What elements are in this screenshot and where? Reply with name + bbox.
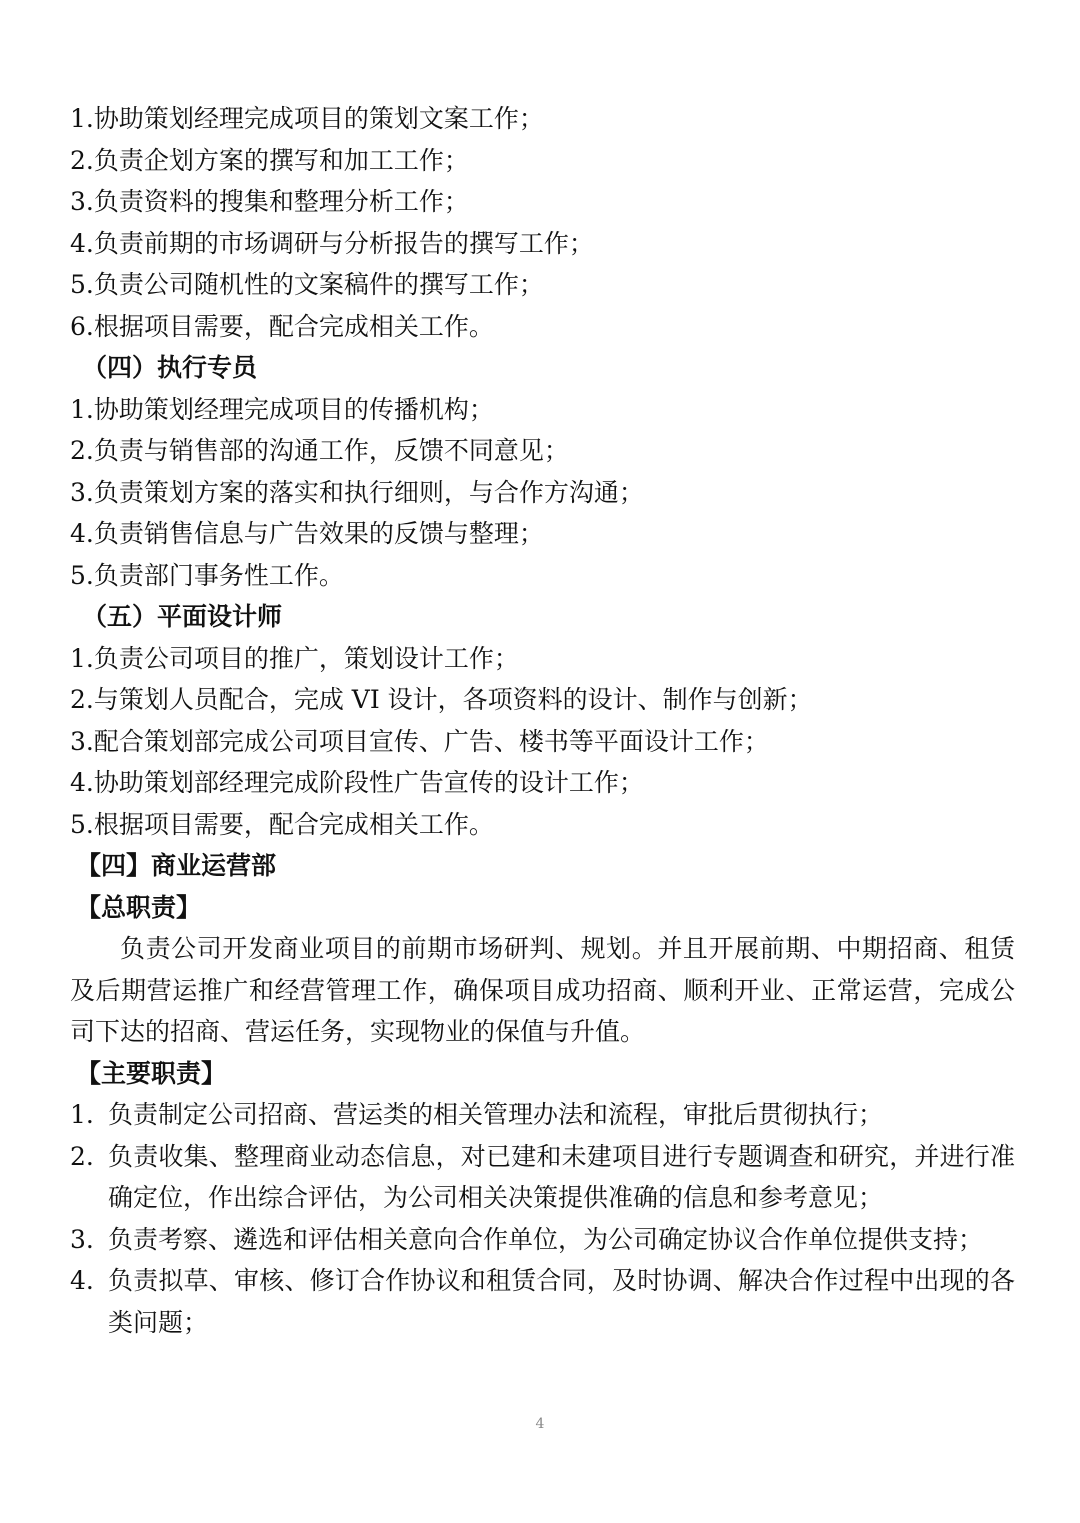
item-number: 1.: [70, 1100, 94, 1129]
list-item: 3.配合策划部完成公司项目宣传、广告、楼书等平面设计工作；: [70, 726, 769, 756]
item-text: 负责制定公司招商、营运类的相关管理办法和流程，审批后贯彻执行；: [108, 1100, 884, 1129]
list-item: 5.根据项目需要，配合完成相关工作。: [70, 809, 494, 839]
list-item: 4.负责前期的市场调研与分析报告的撰写工作；: [70, 228, 594, 258]
list-item: 4.负责销售信息与广告效果的反馈与整理；: [70, 519, 544, 548]
list-item: 5.负责公司随机性的文案稿件的撰写工作；: [70, 270, 544, 299]
item-text: 负责收集、整理商业动态信息，对已建和未建项目进行专题调查和研究，并进行准确定位，作出综合评估，为公司相关决策提供准确的信息和参考意见；: [108, 1141, 1015, 1212]
list-item: 5.负责部门事务性工作。: [70, 560, 344, 590]
numbered-list-item: [70, 1219, 1015, 1261]
list-item: 6.根据项目需要，配合完成相关工作。: [70, 311, 494, 341]
list-item: 3.负责资料的搜集和整理分析工作；: [70, 187, 469, 216]
section-heading-executive: （四）执行专员: [82, 353, 258, 382]
list-item: 1.协助策划经理完成项目的策划文案工作；: [70, 104, 544, 133]
list-item: 4.协助策划部经理完成阶段性广告宣传的设计工作；: [70, 768, 644, 797]
department-heading: 【四】商业运营部: [76, 851, 277, 880]
list-item: 1.协助策划经理完成项目的传播机构；: [70, 394, 494, 424]
section-heading-graphic-designer: （五）平面设计师: [82, 602, 283, 631]
list-item: 2.负责企划方案的撰写和加工工作；: [70, 145, 469, 175]
item-text: 负责拟草、审核、修订合作协议和租赁合同，及时协调、解决合作过程中出现的各类问题；: [108, 1266, 1015, 1337]
general-duty-heading: 【总职责】: [76, 892, 202, 922]
item-text: 负责考察、遴选和评估相关意向合作单位，为公司确定协议合作单位提供支持；: [108, 1224, 984, 1254]
item-number: 4.: [70, 1266, 94, 1295]
numbered-list-item: [70, 1136, 1015, 1219]
page-content: [70, 98, 1015, 1343]
general-duty-paragraph: 负责公司开发商业项目的前期市场研判、规划。并且开展前期、中期招商、租赁及后期营运推广和经营管理工作，确保项目成功招商、顺利开业、正常运营，完成公司下达的招商、营运任务，实现物业的保值与升值。: [70, 934, 1015, 1046]
item-number: 3.: [70, 1224, 94, 1254]
page-number: 4: [535, 1416, 545, 1432]
list-item: 1.负责公司项目的推广，策划设计工作；: [70, 643, 519, 673]
list-item: 3.负责策划方案的落实和执行细则，与合作方沟通；: [70, 477, 644, 507]
list-item: 2.与策划人员配合，完成 VI 设计，各项资料的设计、制作与创新；: [70, 685, 813, 714]
numbered-list-item: [70, 1260, 1015, 1343]
item-number: 2.: [70, 1141, 94, 1171]
numbered-list-item: [70, 1094, 1015, 1136]
main-duty-heading: 【主要职责】: [76, 1058, 227, 1088]
list-item: 2.负责与销售部的沟通工作，反馈不同意见；: [70, 436, 569, 465]
